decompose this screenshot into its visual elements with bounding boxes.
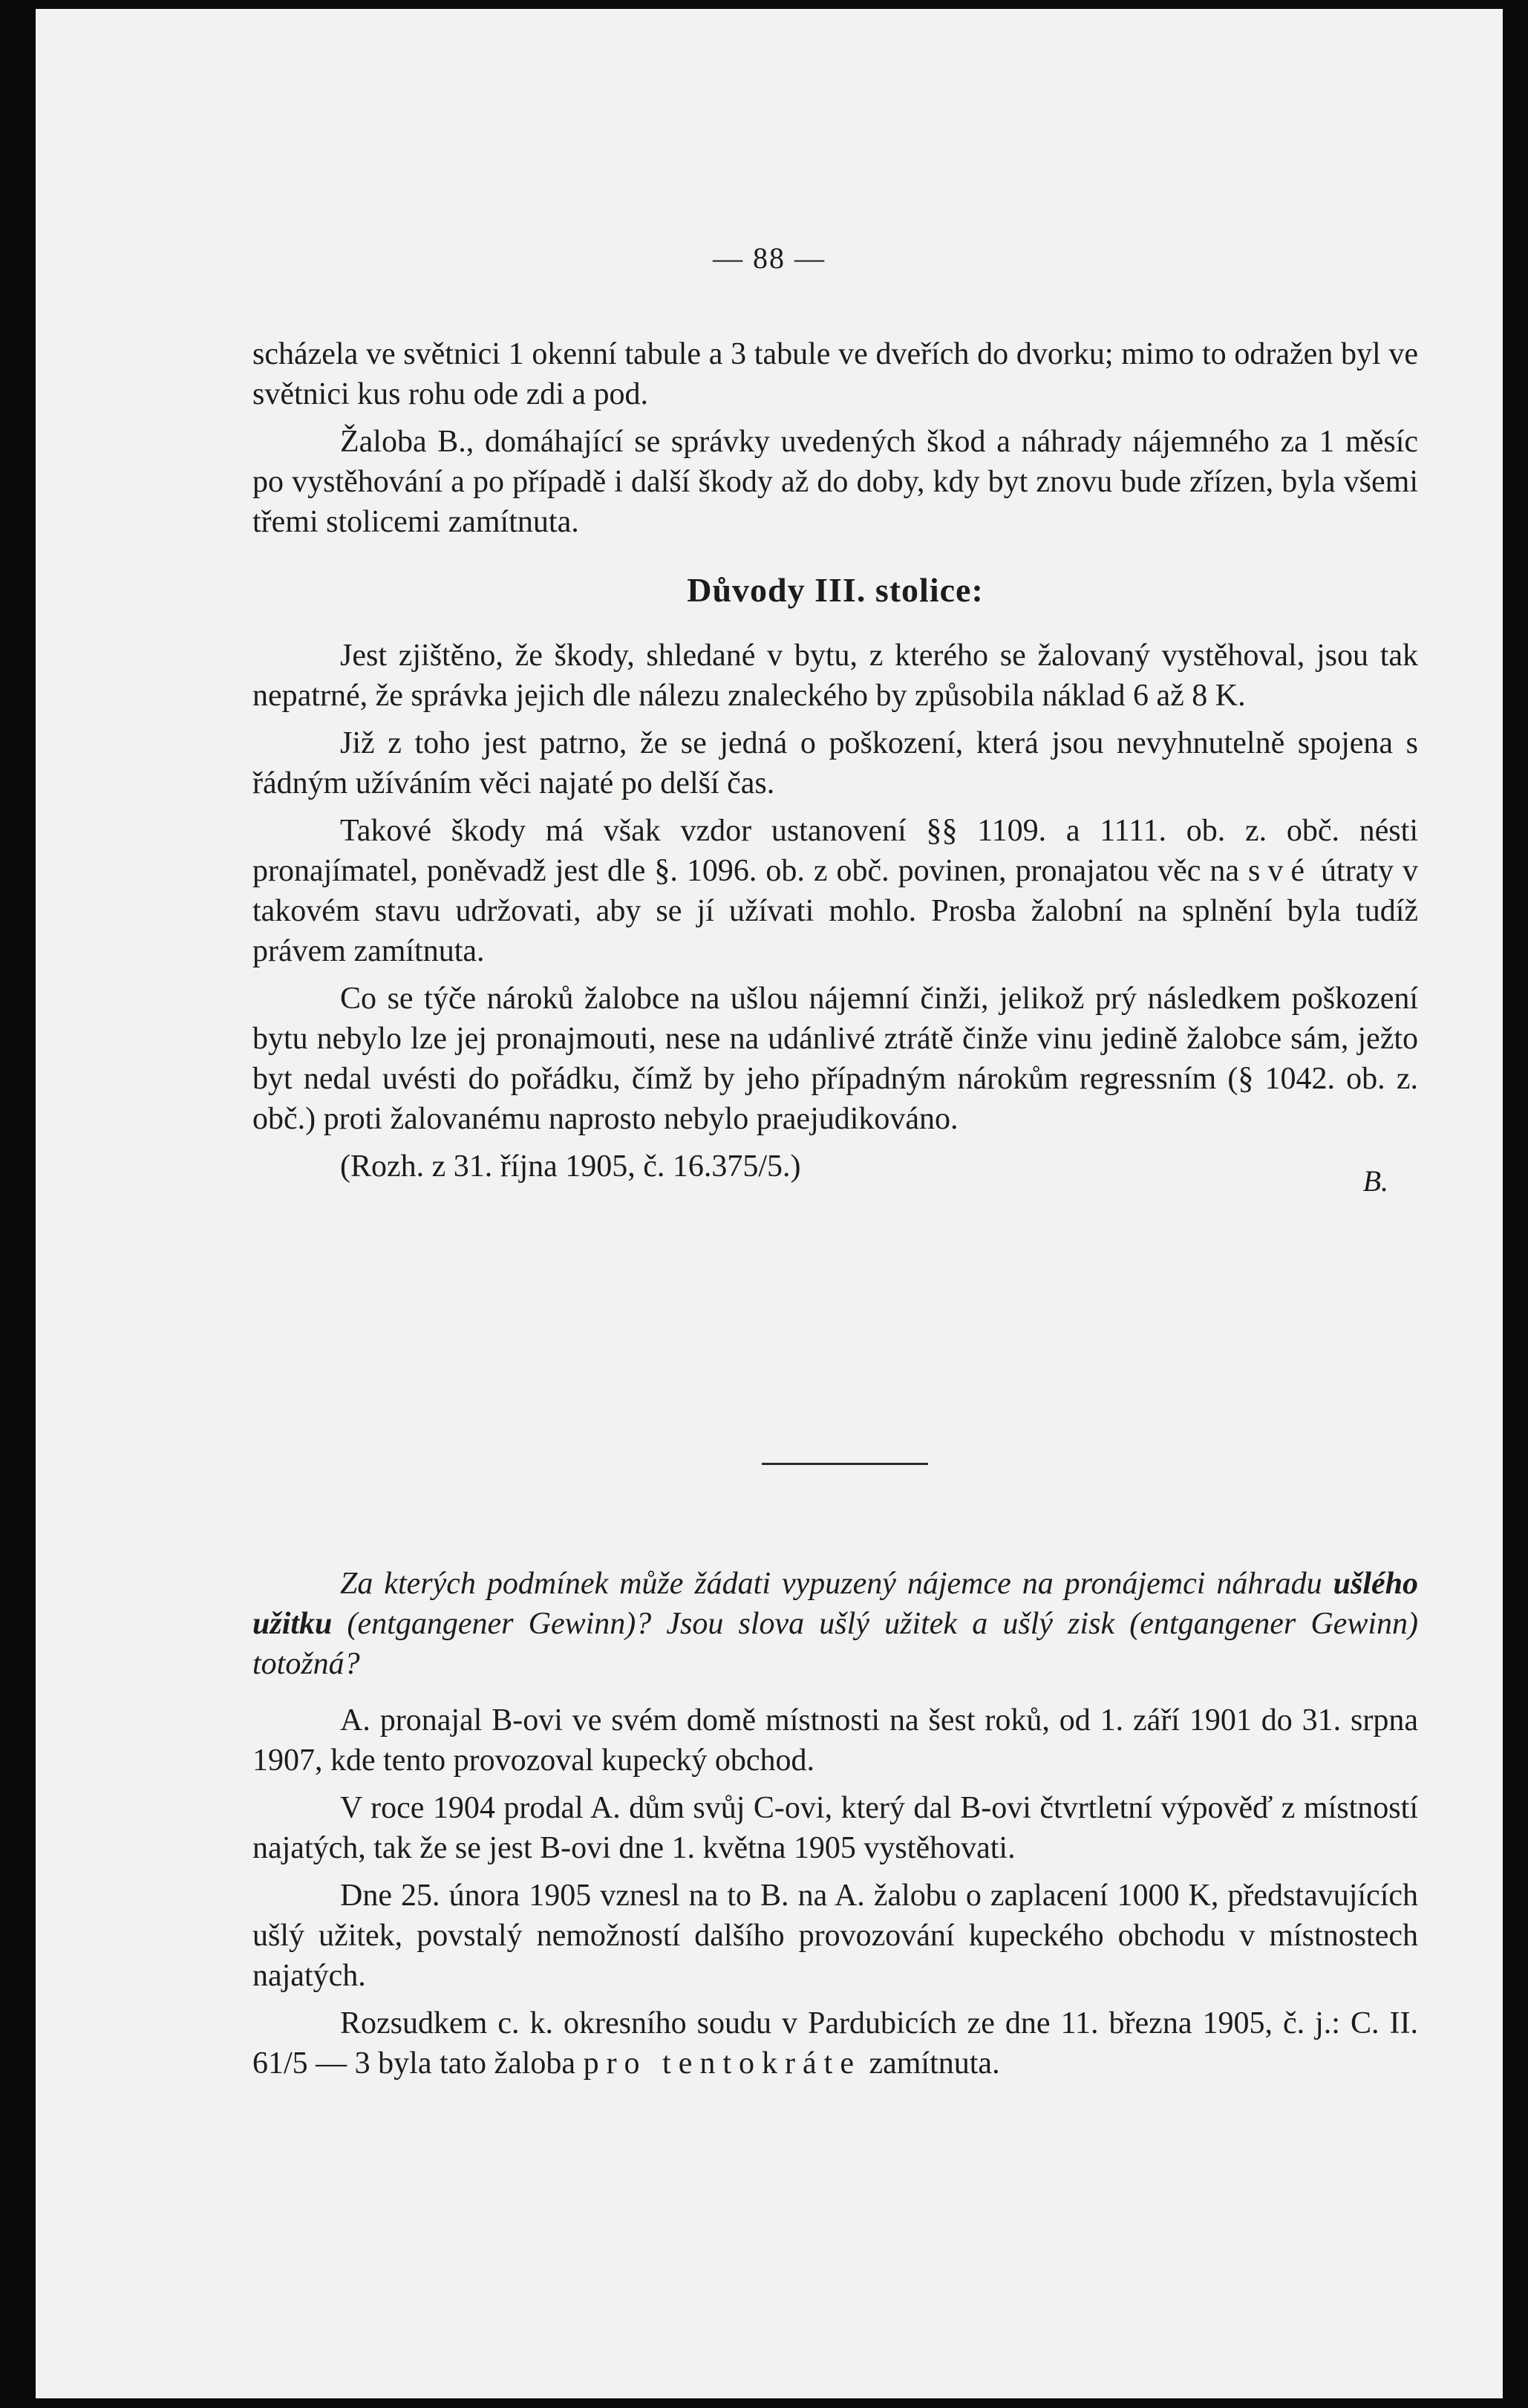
citation-initial: B. (1362, 1164, 1388, 1198)
citation: (Rozh. z 31. října 1905, č. 16.375/5.) (340, 1149, 801, 1184)
case-text-block (252, 334, 1418, 1198)
emphasized-term: ušlého užitku (252, 1567, 1418, 1641)
paragraph (252, 811, 1418, 971)
paragraph: scházela ve světnici 1 okenní tabule a 3 tabule ve dveřích do dvorku; mimo to odražen byl ve světnici kus rohu ode zdi a pod. (252, 337, 1418, 411)
section-heading: Důvody III. stolice: (687, 571, 984, 609)
paragraph: Dne 25. února 1905 vznesl na to B. na A. žalobu o zaplacení 1000 K, představujících ušlý užitek, povstalý nemožností dalšího provozování kupeckého obchodu v místnostech najatých. (252, 1879, 1418, 1993)
paragraph: V roce 1904 prodal A. dům svůj C-ovi, který dal B-ovi čtvrtletní výpověď z místností najatých, tak že se jest B-ovi dne 1. května 1905 vystěhovati. (252, 1791, 1418, 1865)
paragraph: Jest zjištěno, že škody, shledané v bytu, z kterého se žalovaný vystěhoval, jsou tak nepatrné, že správka jejich dle nálezu znaleckého by způsobila náklad 6 až 8 K. (252, 639, 1418, 713)
spaced-text: své (1248, 854, 1313, 888)
paragraph: Již z toho jest patrno, že se jedná o poškození, která jsou nevyhnutelně spojena s řádným užíváním věci najaté po delší čas. (252, 726, 1418, 800)
new-case-text-block (252, 1564, 1418, 2091)
case-question (252, 1564, 1418, 1684)
paragraph: A. pronajal B-ovi ve svém domě místnosti na šest roků, od 1. září 1901 do 31. srpna 1907, kde tento provozoval kupecký obchod. (252, 1703, 1418, 1778)
text-run: (entgangener Gewinn)? Jsou slova ušlý užitek a ušlý zisk (entgangener Gewinn) totožná? (252, 1607, 1418, 1681)
book-page (36, 9, 1503, 2398)
paragraph: Žaloba B., domáhající se správky uvedených škod a náhrady nájemného za 1 měsíc po vystěhování a po případě i další škody až do doby, kdy byt znovu bude zřízen, byla všemi třemi stolicemi zamítnuta. (252, 425, 1418, 539)
paragraph: Co se týče nároků žalobce na ušlou nájemní činži, jelikož prý následkem poškození bytu nebylo lze jej pronajmouti, nese na udánlivé ztrátě činže vinu jedině žalobce sám, ježto byt nedal uvésti do pořádku, čímž by jeho případným nárokům regressním (§ 1042. ob. z. obč.) proti žalovanému naprosto nebylo praejudikováno. (252, 982, 1418, 1136)
paragraph (252, 2003, 1418, 2084)
page-number: — 88 — (713, 241, 826, 275)
text-run: Rozsudkem c. k. okresního soudu v Pardubicích ze dne 11. března 1905, č. j.: C. II. 61/5 — 3 byla tato žaloba (252, 2006, 1418, 2081)
spaced-text: pro tentokráte (583, 2046, 861, 2081)
section-separator (762, 1463, 928, 1465)
citation-line (252, 1146, 1418, 1198)
text-run: útraty v takovém stavu udržovati, aby se jí užívati mohlo. Prosba žalobní na splnění byla tudíž právem zamítnuta. (252, 854, 1418, 968)
text-run: Takové škody má však vzdor ustanovení §§ 1109. a 1111. ob. z. obč. nésti pronajímatel, poněvadž jest dle §. 1096. ob. z obč. povinen, pronajatou věc na (252, 814, 1418, 888)
text-run: Za kterých podmínek může žádati vypuzený nájemce na pronájemci náhradu (340, 1567, 1333, 1601)
text-run: zamítnuta. (861, 2046, 1000, 2081)
